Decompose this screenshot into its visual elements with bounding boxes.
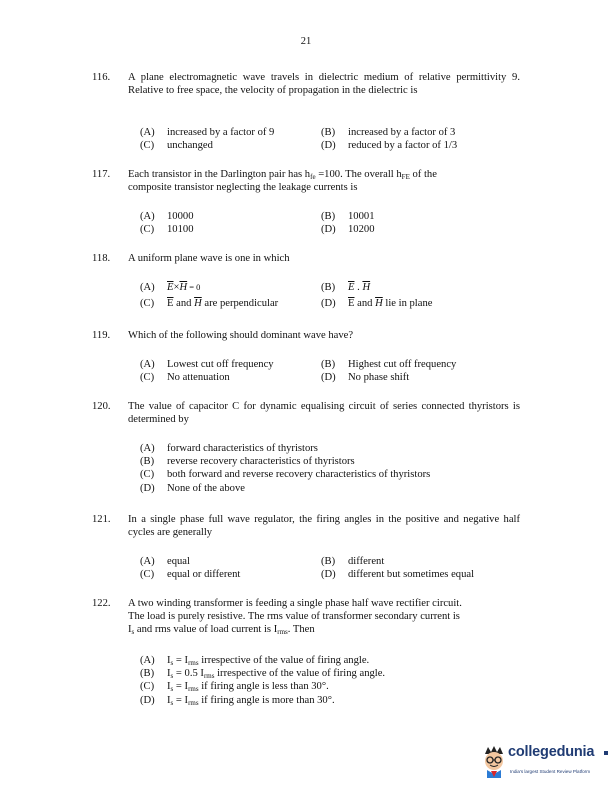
option-a: (A) equal xyxy=(140,556,190,567)
question-text: Which of the following should dominant wave have? xyxy=(128,330,354,341)
collegedunia-logo xyxy=(480,744,608,784)
student-mascot-icon xyxy=(480,744,508,780)
option-a: (A) forward characteristics of thyristors xyxy=(140,443,318,454)
option-b: (B) 10001 xyxy=(321,211,375,222)
question-number: 120. xyxy=(92,401,111,412)
option-a: (A) increased by a factor of 9 xyxy=(140,127,275,138)
option-b: (B) $I_s = 0.5$ $I_{rms}$ irrespective of the value of firing angle. xyxy=(140,668,386,681)
option-c: (C) $I_s = I_{rms}$ if firing angle is less than 30°. xyxy=(140,681,329,694)
question-text: A two winding transformer is feeding a single phase half wave rectifier circuit. The load is purely resistive. The rms value of transformer secondary current is $I_s$ and rms value of load current is $I_{rms}$. Then xyxy=(128,598,462,637)
page-number: 21 xyxy=(300,36,312,47)
question-number: 118. xyxy=(92,253,111,264)
options-117 xyxy=(140,210,520,236)
option-d: (D) $\overline{E}$ and $\overline{H}$ lie in plane xyxy=(321,298,433,309)
question-number: 117. xyxy=(92,169,111,180)
option-d: (D) different but sometimes equal xyxy=(321,569,475,581)
options-119 xyxy=(140,358,520,384)
option-c: (C) $\overline{E}$ and $\overline{H}$ are perpendicular xyxy=(140,298,279,309)
options-120 xyxy=(140,442,520,495)
option-a: (A) $I_s = I_{rms}$ irrespective of the value of firing angle. xyxy=(140,655,370,667)
logo-dot xyxy=(604,751,608,755)
option-b: (B) increased by a factor of 3 xyxy=(321,127,456,138)
option-a: (A) $\overline{E}\times\overline{H} = 0$ xyxy=(140,282,201,293)
question-119 xyxy=(92,329,520,342)
options-122 xyxy=(140,654,520,707)
question-116 xyxy=(92,71,520,97)
logo-tagline: India's largest Student Review Platform xyxy=(510,769,591,774)
question-number: 116. xyxy=(92,72,111,83)
option-d: (D) 10200 xyxy=(321,224,375,236)
option-a: (A) Lowest cut off frequency xyxy=(140,359,274,370)
question-number: 121. xyxy=(92,514,111,525)
option-d: (D) No phase shift xyxy=(321,372,410,384)
options-116 xyxy=(140,126,520,152)
option-c: (C) unchanged xyxy=(140,140,213,152)
question-122 xyxy=(92,597,520,637)
option-d: (D) reduced by a factor of 1/3 xyxy=(321,140,458,152)
question-text: A plane electromagnetic wave travels in dielectric medium of relative permittivity 9. Relative to free space, the velocity of propagation in the dielectric is xyxy=(128,72,520,97)
option-b: (B) $\overline{E}$ . $\overline{H}$ xyxy=(321,282,371,293)
question-117 xyxy=(92,168,520,194)
option-c: (C) 10100 xyxy=(140,224,194,236)
question-number: 119. xyxy=(92,330,111,341)
option-b: (B) reverse recovery characteristics of thyristors xyxy=(140,456,355,468)
option-d: (D) None of the above xyxy=(140,482,245,494)
options-121 xyxy=(140,555,520,581)
question-120 xyxy=(92,400,520,426)
logo-wordmark: collegedunia xyxy=(508,744,595,760)
option-d: (D) $I_s = I_{rms}$ if firing angle is more than 30°. xyxy=(140,694,335,707)
option-a: (A) 10000 xyxy=(140,211,194,222)
question-number: 122. xyxy=(92,598,111,609)
question-text: The value of capacitor C for dynamic equalising circuit of series connected thyristors is determined by xyxy=(128,401,520,426)
question-121 xyxy=(92,513,520,539)
question-118 xyxy=(92,252,520,265)
option-b: (B) different xyxy=(321,556,385,567)
question-text: Each transistor in the Darlington pair has $h_{fe} =100$. The overall $h_{FE}$ of the composite transistor neglecting the leakage currents is xyxy=(128,169,437,194)
option-c: (C) No attenuation xyxy=(140,372,230,384)
option-c: (C) both forward and reverse recovery characteristics of thyristors xyxy=(140,469,431,481)
options-118 xyxy=(140,281,520,313)
option-c: (C) equal or different xyxy=(140,569,241,581)
question-text: In a single phase full wave regulator, the firing angles in the positive and negative half cycles are generally xyxy=(128,514,520,539)
question-text: A uniform plane wave is one in which xyxy=(128,253,290,264)
option-b: (B) Highest cut off frequency xyxy=(321,359,457,370)
